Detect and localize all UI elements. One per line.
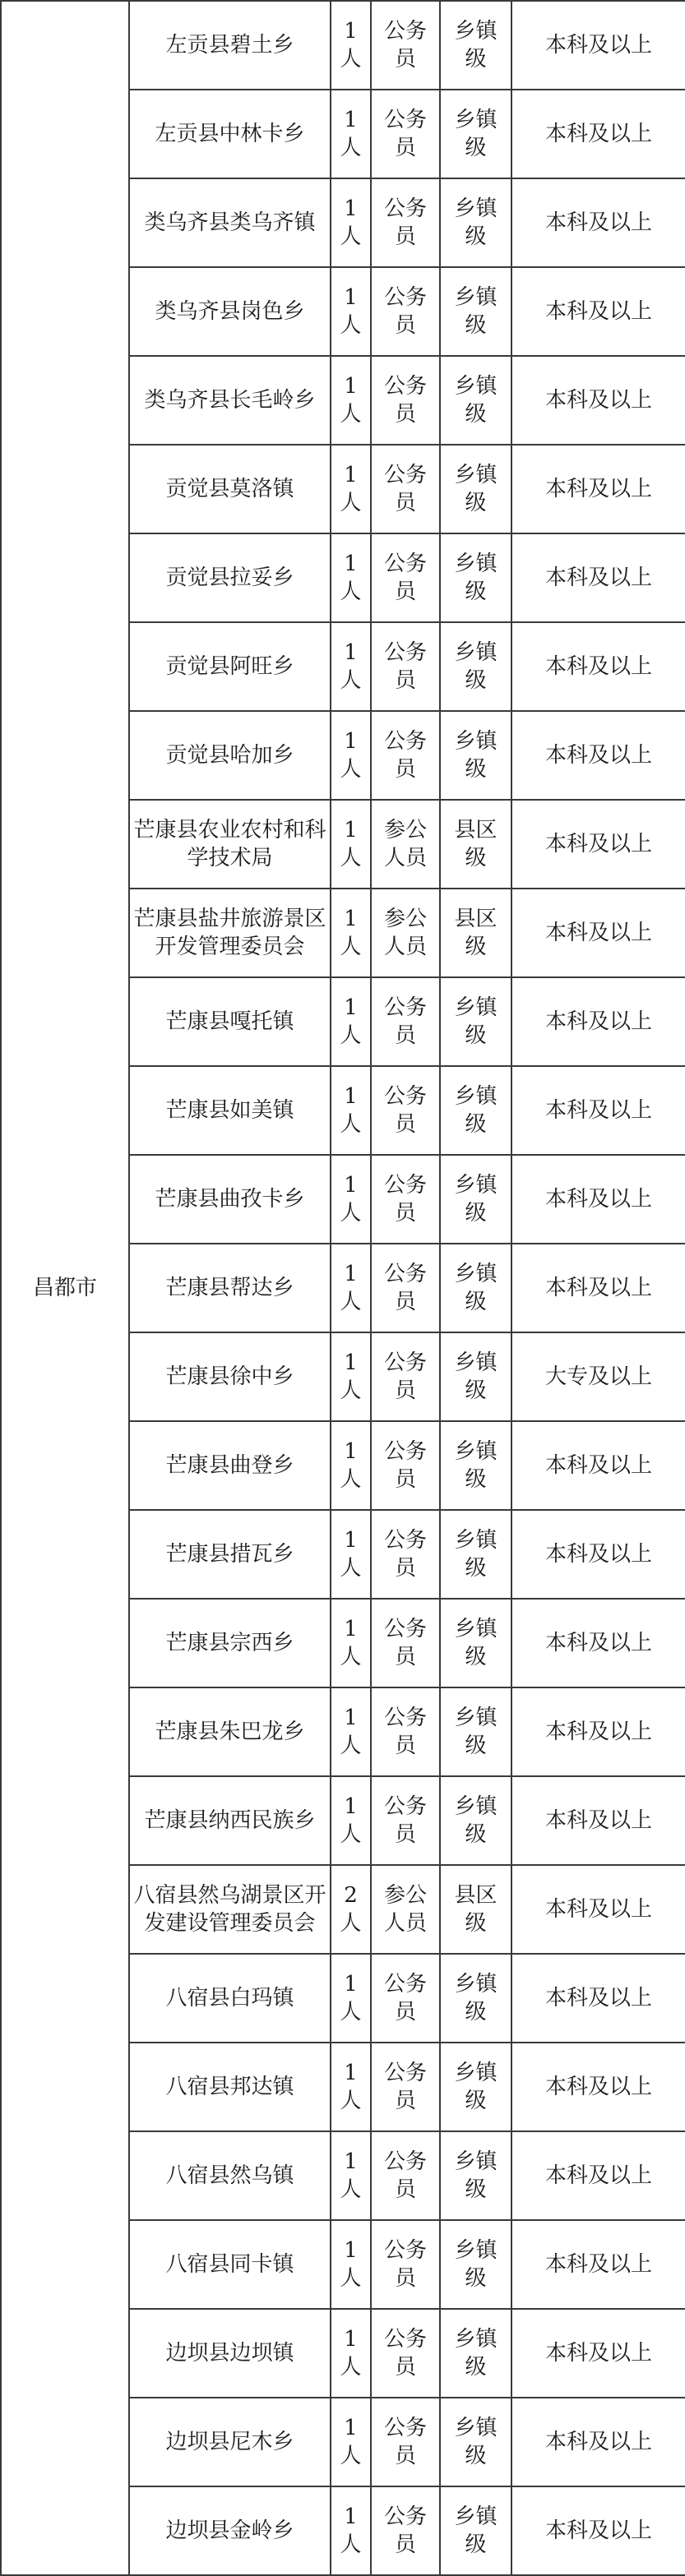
education-cell: 本科及以上	[511, 1599, 685, 1687]
position-type-cell: 公务员	[371, 533, 440, 622]
position-type-cell: 公务员	[371, 2398, 440, 2486]
unit-cell: 八宿县邦达镇	[129, 2043, 331, 2131]
count-cell: 1人	[331, 1244, 371, 1332]
education-cell: 本科及以上	[511, 1, 685, 90]
position-type-cell: 公务员	[371, 1066, 440, 1155]
count-cell: 1人	[331, 889, 371, 977]
position-type-cell: 公务员	[371, 2486, 440, 2575]
level-cell: 乡镇级	[440, 90, 511, 178]
level-cell: 乡镇级	[440, 445, 511, 533]
position-type-cell: 公务员	[371, 356, 440, 445]
level-cell: 县区级	[440, 800, 511, 889]
education-cell: 本科及以上	[511, 445, 685, 533]
level-cell: 乡镇级	[440, 2043, 511, 2131]
level-cell: 乡镇级	[440, 1066, 511, 1155]
level-cell: 县区级	[440, 1865, 511, 1954]
unit-cell: 贡觉县阿旺乡	[129, 622, 331, 711]
position-type-cell: 公务员	[371, 90, 440, 178]
education-cell: 本科及以上	[511, 2043, 685, 2131]
count-cell: 1人	[331, 1687, 371, 1776]
count-cell: 1人	[331, 1954, 371, 2043]
education-cell: 本科及以上	[511, 90, 685, 178]
level-cell: 乡镇级	[440, 1332, 511, 1421]
level-cell: 乡镇级	[440, 1687, 511, 1776]
count-cell: 1人	[331, 1776, 371, 1865]
education-cell: 本科及以上	[511, 1244, 685, 1332]
level-cell: 乡镇级	[440, 1599, 511, 1687]
education-cell: 本科及以上	[511, 711, 685, 800]
education-cell: 大专及以上	[511, 1332, 685, 1421]
count-cell: 2人	[331, 1865, 371, 1954]
position-type-cell: 公务员	[371, 1510, 440, 1599]
level-cell: 乡镇级	[440, 1, 511, 90]
unit-cell: 芒康县徐中乡	[129, 1332, 331, 1421]
count-cell: 1人	[331, 2398, 371, 2486]
level-cell: 乡镇级	[440, 977, 511, 1066]
count-cell: 1人	[331, 90, 371, 178]
education-cell: 本科及以上	[511, 1865, 685, 1954]
unit-cell: 芒康县宗西乡	[129, 1599, 331, 1687]
position-type-cell: 参公人员	[371, 1865, 440, 1954]
education-cell: 本科及以上	[511, 1155, 685, 1244]
position-type-cell: 公务员	[371, 977, 440, 1066]
position-type-cell: 公务员	[371, 2309, 440, 2398]
education-cell: 本科及以上	[511, 2220, 685, 2309]
level-cell: 乡镇级	[440, 2398, 511, 2486]
level-cell: 乡镇级	[440, 178, 511, 267]
count-cell: 1人	[331, 1, 371, 90]
unit-cell: 类乌齐县岗色乡	[129, 267, 331, 356]
unit-cell: 芒康县帮达乡	[129, 1244, 331, 1332]
education-cell: 本科及以上	[511, 1954, 685, 2043]
position-type-cell: 公务员	[371, 1599, 440, 1687]
education-cell: 本科及以上	[511, 1066, 685, 1155]
position-type-cell: 参公人员	[371, 889, 440, 977]
count-cell: 1人	[331, 800, 371, 889]
level-cell: 乡镇级	[440, 1155, 511, 1244]
position-type-cell: 公务员	[371, 1687, 440, 1776]
education-cell: 本科及以上	[511, 267, 685, 356]
unit-cell: 芒康县盐井旅游景区开发管理委员会	[129, 889, 331, 977]
table-row	[1, 1, 685, 90]
position-type-cell: 公务员	[371, 1155, 440, 1244]
level-cell: 乡镇级	[440, 2131, 511, 2220]
education-cell: 本科及以上	[511, 977, 685, 1066]
unit-cell: 芒康县嘎托镇	[129, 977, 331, 1066]
count-cell: 1人	[331, 2043, 371, 2131]
position-type-cell: 公务员	[371, 2043, 440, 2131]
level-cell: 乡镇级	[440, 356, 511, 445]
unit-cell: 芒康县农业农村和科学技术局	[129, 800, 331, 889]
count-cell: 1人	[331, 1155, 371, 1244]
unit-cell: 八宿县白玛镇	[129, 1954, 331, 2043]
unit-cell: 八宿县然乌镇	[129, 2131, 331, 2220]
education-cell: 本科及以上	[511, 533, 685, 622]
unit-cell: 左贡县碧土乡	[129, 1, 331, 90]
unit-cell: 芒康县纳西民族乡	[129, 1776, 331, 1865]
education-cell: 本科及以上	[511, 178, 685, 267]
unit-cell: 芒康县朱巴龙乡	[129, 1687, 331, 1776]
education-cell: 本科及以上	[511, 1421, 685, 1510]
table-body	[1, 1, 685, 2575]
count-cell: 1人	[331, 1599, 371, 1687]
unit-cell: 芒康县曲孜卡乡	[129, 1155, 331, 1244]
unit-cell: 边坝县边坝镇	[129, 2309, 331, 2398]
count-cell: 1人	[331, 977, 371, 1066]
unit-cell: 芒康县曲登乡	[129, 1421, 331, 1510]
level-cell: 乡镇级	[440, 1421, 511, 1510]
unit-cell: 芒康县如美镇	[129, 1066, 331, 1155]
count-cell: 1人	[331, 622, 371, 711]
unit-cell: 贡觉县拉妥乡	[129, 533, 331, 622]
position-type-cell: 公务员	[371, 1954, 440, 2043]
position-type-cell: 参公人员	[371, 800, 440, 889]
education-cell: 本科及以上	[511, 622, 685, 711]
education-cell: 本科及以上	[511, 800, 685, 889]
count-cell: 1人	[331, 445, 371, 533]
unit-cell: 边坝县尼木乡	[129, 2398, 331, 2486]
level-cell: 乡镇级	[440, 2309, 511, 2398]
unit-cell: 贡觉县哈加乡	[129, 711, 331, 800]
position-type-cell: 公务员	[371, 2131, 440, 2220]
education-cell: 本科及以上	[511, 2131, 685, 2220]
unit-cell: 八宿县然乌湖景区开发建设管理委员会	[129, 1865, 331, 1954]
count-cell: 1人	[331, 2220, 371, 2309]
unit-cell: 芒康县措瓦乡	[129, 1510, 331, 1599]
count-cell: 1人	[331, 711, 371, 800]
position-type-cell: 公务员	[371, 267, 440, 356]
education-cell: 本科及以上	[511, 1510, 685, 1599]
education-cell: 本科及以上	[511, 889, 685, 977]
position-type-cell: 公务员	[371, 622, 440, 711]
level-cell: 乡镇级	[440, 2486, 511, 2575]
unit-cell: 八宿县同卡镇	[129, 2220, 331, 2309]
count-cell: 1人	[331, 2309, 371, 2398]
count-cell: 1人	[331, 1421, 371, 1510]
level-cell: 乡镇级	[440, 622, 511, 711]
education-cell: 本科及以上	[511, 2398, 685, 2486]
unit-cell: 贡觉县莫洛镇	[129, 445, 331, 533]
level-cell: 乡镇级	[440, 2220, 511, 2309]
level-cell: 乡镇级	[440, 267, 511, 356]
region-cell: 昌都市	[1, 1, 129, 2575]
unit-cell: 边坝县金岭乡	[129, 2486, 331, 2575]
education-cell: 本科及以上	[511, 1776, 685, 1865]
level-cell: 乡镇级	[440, 533, 511, 622]
level-cell: 县区级	[440, 889, 511, 977]
level-cell: 乡镇级	[440, 1776, 511, 1865]
position-type-cell: 公务员	[371, 1332, 440, 1421]
count-cell: 1人	[331, 267, 371, 356]
unit-cell: 类乌齐县类乌齐镇	[129, 178, 331, 267]
count-cell: 1人	[331, 1332, 371, 1421]
level-cell: 乡镇级	[440, 711, 511, 800]
level-cell: 乡镇级	[440, 1244, 511, 1332]
position-type-cell: 公务员	[371, 1421, 440, 1510]
level-cell: 乡镇级	[440, 1954, 511, 2043]
position-type-cell: 公务员	[371, 1244, 440, 1332]
position-type-cell: 公务员	[371, 711, 440, 800]
count-cell: 1人	[331, 1066, 371, 1155]
education-cell: 本科及以上	[511, 356, 685, 445]
count-cell: 1人	[331, 356, 371, 445]
count-cell: 1人	[331, 178, 371, 267]
unit-cell: 类乌齐县长毛岭乡	[129, 356, 331, 445]
count-cell: 1人	[331, 2131, 371, 2220]
count-cell: 1人	[331, 1510, 371, 1599]
level-cell: 乡镇级	[440, 1510, 511, 1599]
count-cell: 1人	[331, 2486, 371, 2575]
position-type-cell: 公务员	[371, 1, 440, 90]
education-cell: 本科及以上	[511, 1687, 685, 1776]
education-cell: 本科及以上	[511, 2309, 685, 2398]
position-type-cell: 公务员	[371, 1776, 440, 1865]
unit-cell: 左贡县中林卡乡	[129, 90, 331, 178]
position-type-cell: 公务员	[371, 445, 440, 533]
education-cell: 本科及以上	[511, 2486, 685, 2575]
position-type-cell: 公务员	[371, 2220, 440, 2309]
position-type-cell: 公务员	[371, 178, 440, 267]
count-cell: 1人	[331, 533, 371, 622]
